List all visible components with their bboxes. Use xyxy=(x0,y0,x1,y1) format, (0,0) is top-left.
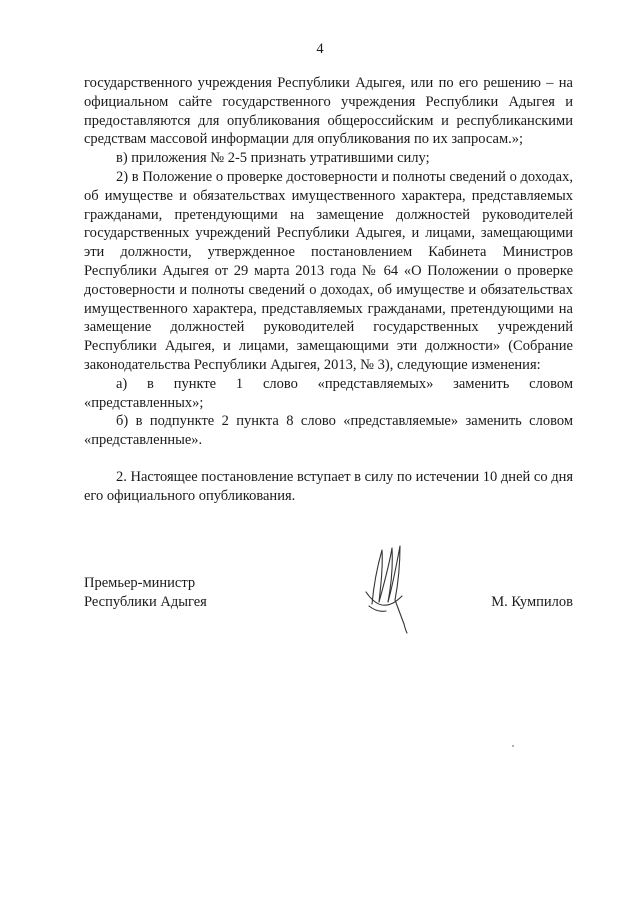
signer-position-line1: Премьер-министр xyxy=(84,575,196,591)
signer-position xyxy=(84,574,207,612)
paragraph-effective-date: 2. Настоящее постановление вступает в силу по истечении 10 дней со дня его официального опубликования. xyxy=(84,468,574,504)
document-body xyxy=(84,74,573,506)
paragraph-continuation: государственного учреждения Республики Адыгея, или по его решению – на официальном сайте государственного учреждения Республики Адыгея и предоставляются для опубликования общероссийским и республиканскими средствам массовой информации для опубликования по их запросам.»; xyxy=(84,75,573,148)
handwritten-signature xyxy=(362,542,412,634)
page-number: 4 xyxy=(316,41,324,57)
signer-name: М. Кумпилов xyxy=(491,594,573,610)
paragraph-item-a: а) в пункте 1 слово «представляемых» заменить словом «представленных»; xyxy=(84,375,573,411)
paragraph-item-v: в) приложения № 2-5 признать утратившими силу; xyxy=(116,150,430,167)
signer-position-line2: Республики Адыгея xyxy=(84,593,207,610)
scan-speck xyxy=(512,745,514,747)
paragraph-item-b: б) в подпункте 2 пункта 8 слово «представляемые» заменить словом «представленные». xyxy=(84,413,573,449)
paragraph-item-2: 2) в Положение о проверке достоверности и полноты сведений о доходах, об имуществе и обязательствах имущественного характера, представляемых гражданами, претендующими на замещение должностей руководителей государственных учреждений Республики Адыгея, и лицами, замещающими эти должности, утвержденное постановлением Кабинета Министров Республики Адыгея от 29 марта 2013 года № 64 «О Положении о проверке достоверности и полноты сведений о доходах, об имуществе и обязательствах имущественного характера, представляемых гражданами, претендующими на замещение должностей руководителей государственных учреждений Республики Адыгея, и лицами, замещающими эти должности» (Собрание законодательства Республики Адыгея, 2013, № 3), следующие изменения: xyxy=(84,168,573,373)
